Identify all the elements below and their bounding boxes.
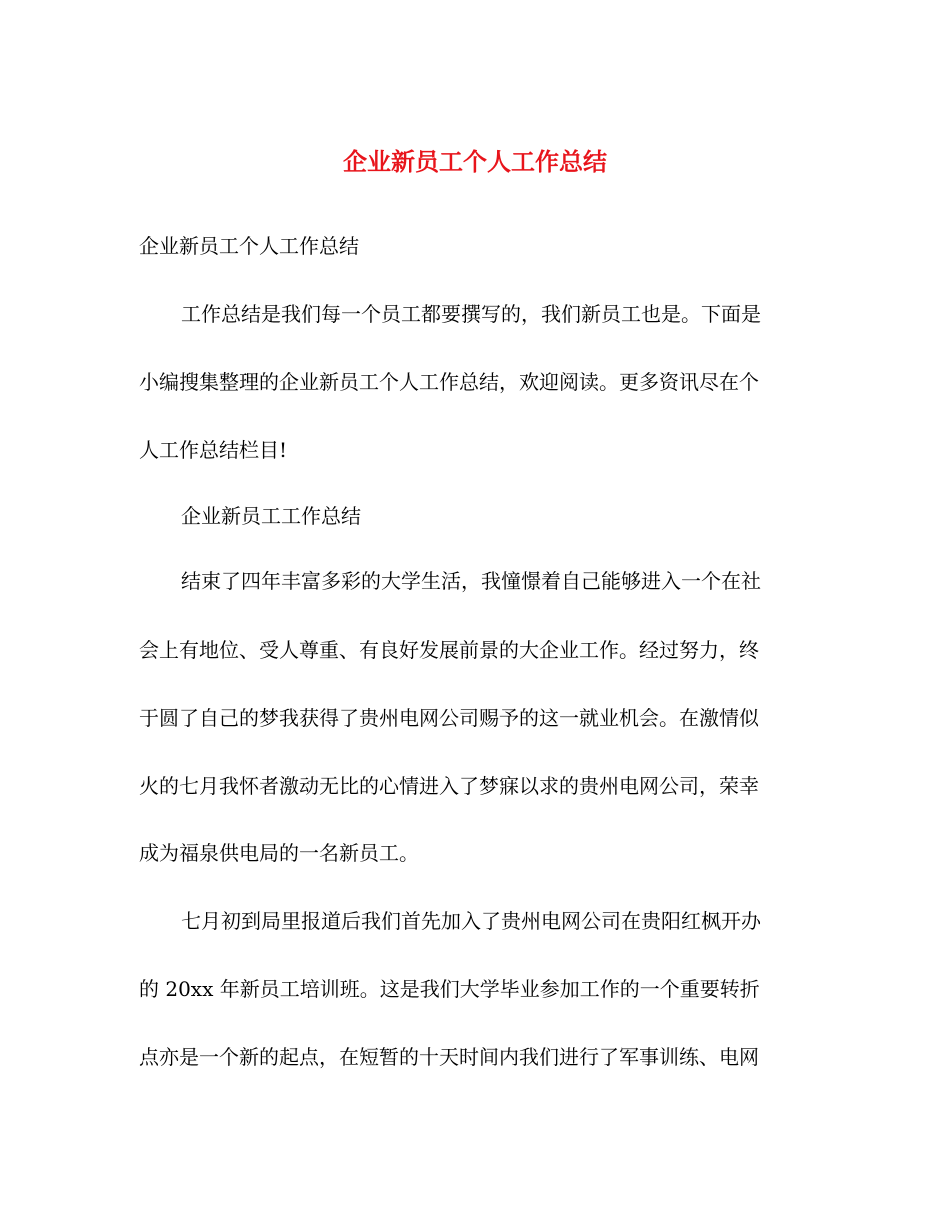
paragraph-line: 会上有地位、受人尊重、有良好发展前景的大企业工作。经过努力，终 <box>139 638 759 662</box>
paragraph-line: 成为福泉供电局的一名新员工。 <box>139 841 419 865</box>
paragraph-line: 工作总结是我们每一个员工都要撰写的，我们新员工也是。下面是 <box>181 302 761 326</box>
paragraph-line: 火的七月我怀者激动无比的心情进入了梦寐以求的贵州电网公司，荣幸 <box>139 774 759 798</box>
paragraph-line: 于圆了自己的梦我获得了贵州电网公司赐予的这一就业机会。在激情似 <box>139 706 759 730</box>
paragraph-line: 结束了四年丰富多彩的大学生活，我憧憬着自己能够进入一个在社 <box>181 569 761 593</box>
section-heading: 企业新员工工作总结 <box>181 504 361 528</box>
document-title: 企业新员工个人工作总结 <box>343 147 607 176</box>
paragraph-line: 点亦是一个新的起点，在短暂的十天时间内我们进行了军事训练、电网 <box>139 1045 759 1069</box>
paragraph-line: 小编搜集整理的企业新员工个人工作总结，欢迎阅读。更多资讯尽在个 <box>139 370 759 394</box>
subtitle-line: 企业新员工个人工作总结 <box>139 234 359 258</box>
paragraph-line: 人工作总结栏目! <box>139 438 288 462</box>
paragraph-line: 七月初到局里报道后我们首先加入了贵州电网公司在贵阳红枫开办 <box>181 909 761 933</box>
paragraph-line: 的 20xx 年新员工培训班。这是我们大学毕业参加工作的一个重要转折 <box>139 977 760 1001</box>
